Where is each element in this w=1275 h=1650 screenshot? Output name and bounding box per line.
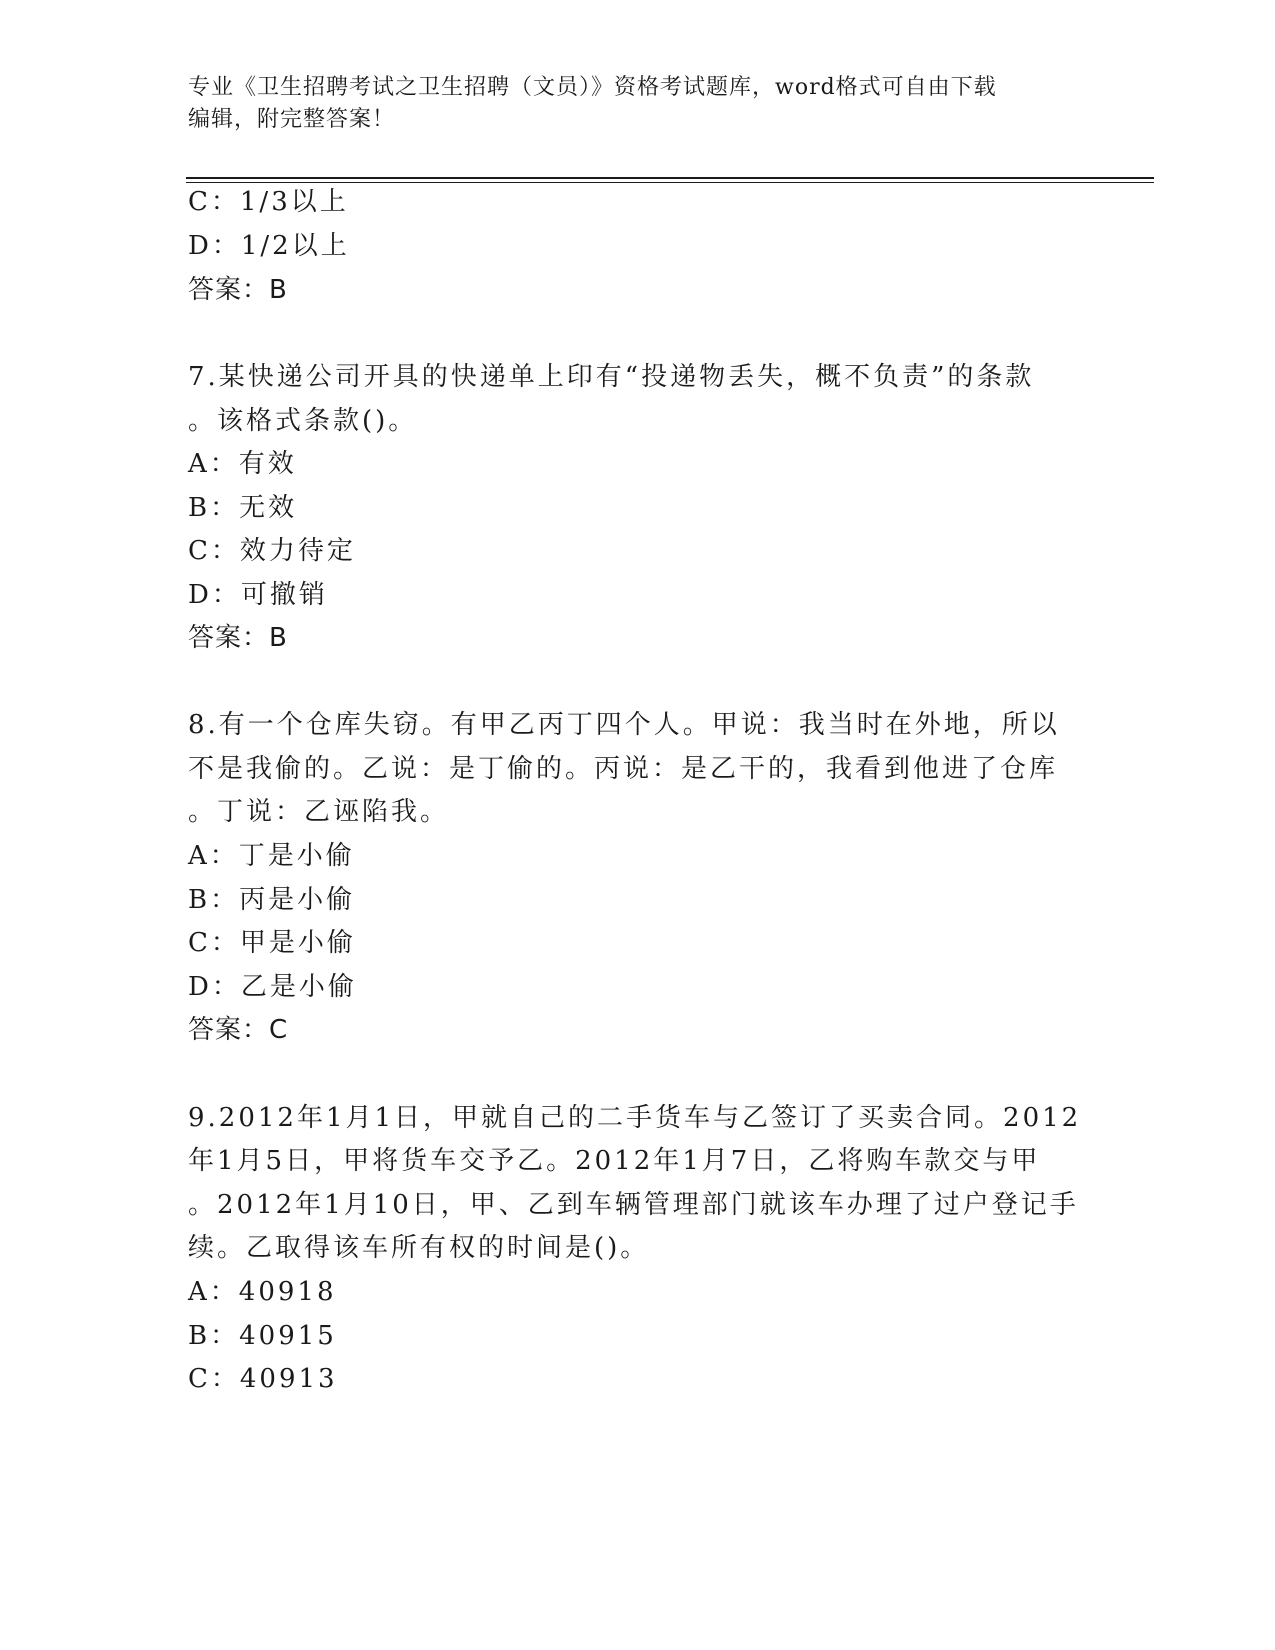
header-title-line-1: 专业《卫生招聘考试之卫生招聘（文员）》资格考试题库，word格式可自由下载 [188, 75, 997, 100]
q9-stem-line-4: 续。乙取得该车所有权的时间是()。 [188, 1233, 650, 1263]
q9-stem-line-1: 9.2012年1月1日，甲就自己的二手货车与乙签订了买卖合同。2012 [188, 1103, 1082, 1133]
q8-answer: 答案：C [188, 1015, 289, 1045]
header-title-line-2: 编辑，附完整答案！ [188, 107, 396, 132]
q6-answer: 答案：B [188, 275, 288, 305]
q9-stem-line-2: 年1月5日，甲将货车交予乙。2012年1月7日，乙将购车款交与甲 [188, 1146, 1041, 1176]
q7-option-c: C：效力待定 [188, 536, 356, 566]
q9-option-c: C：40913 [188, 1364, 338, 1394]
q6-option-c: C：1/3以上 [188, 187, 349, 217]
q8-option-d: D：乙是小偷 [188, 972, 357, 1002]
q8-option-b: B：丙是小偷 [188, 885, 356, 915]
document-header [188, 72, 1088, 136]
q8-option-c: C：甲是小偷 [188, 928, 356, 958]
q7-stem-line-2: 。该格式条款()。 [188, 406, 418, 436]
q7-option-d: D：可撤销 [188, 580, 328, 610]
q8-stem-line-2: 不是我偷的。乙说：是丁偷的。丙说：是乙干的，我看到他进了仓库 [188, 754, 1059, 784]
q8-option-a: A：丁是小偷 [188, 841, 355, 871]
q9-stem-line-3: 。2012年1月10日，甲、乙到车辆管理部门就该车办理了过户登记手 [188, 1190, 1079, 1220]
q7-stem-line-1: 7.某快递公司开具的快递单上印有“投递物丢失，概不负责”的条款 [188, 362, 1035, 392]
q8-stem-line-3: 。丁说：乙诬陷我。 [188, 797, 450, 827]
q9-option-b: B：40915 [188, 1321, 337, 1351]
header-rule-thick [186, 177, 1154, 179]
q7-option-a: A：有效 [188, 449, 297, 479]
q7-option-b: B：无效 [188, 493, 298, 523]
q8-stem-line-1: 8.有一个仓库失窃。有甲乙丙丁四个人。甲说：我当时在外地，所以 [188, 710, 1060, 740]
q9-option-a: A：40918 [188, 1277, 337, 1307]
q6-option-d: D：1/2以上 [188, 231, 350, 261]
q7-answer: 答案：B [188, 623, 288, 653]
header-rule-thin [186, 182, 1154, 183]
